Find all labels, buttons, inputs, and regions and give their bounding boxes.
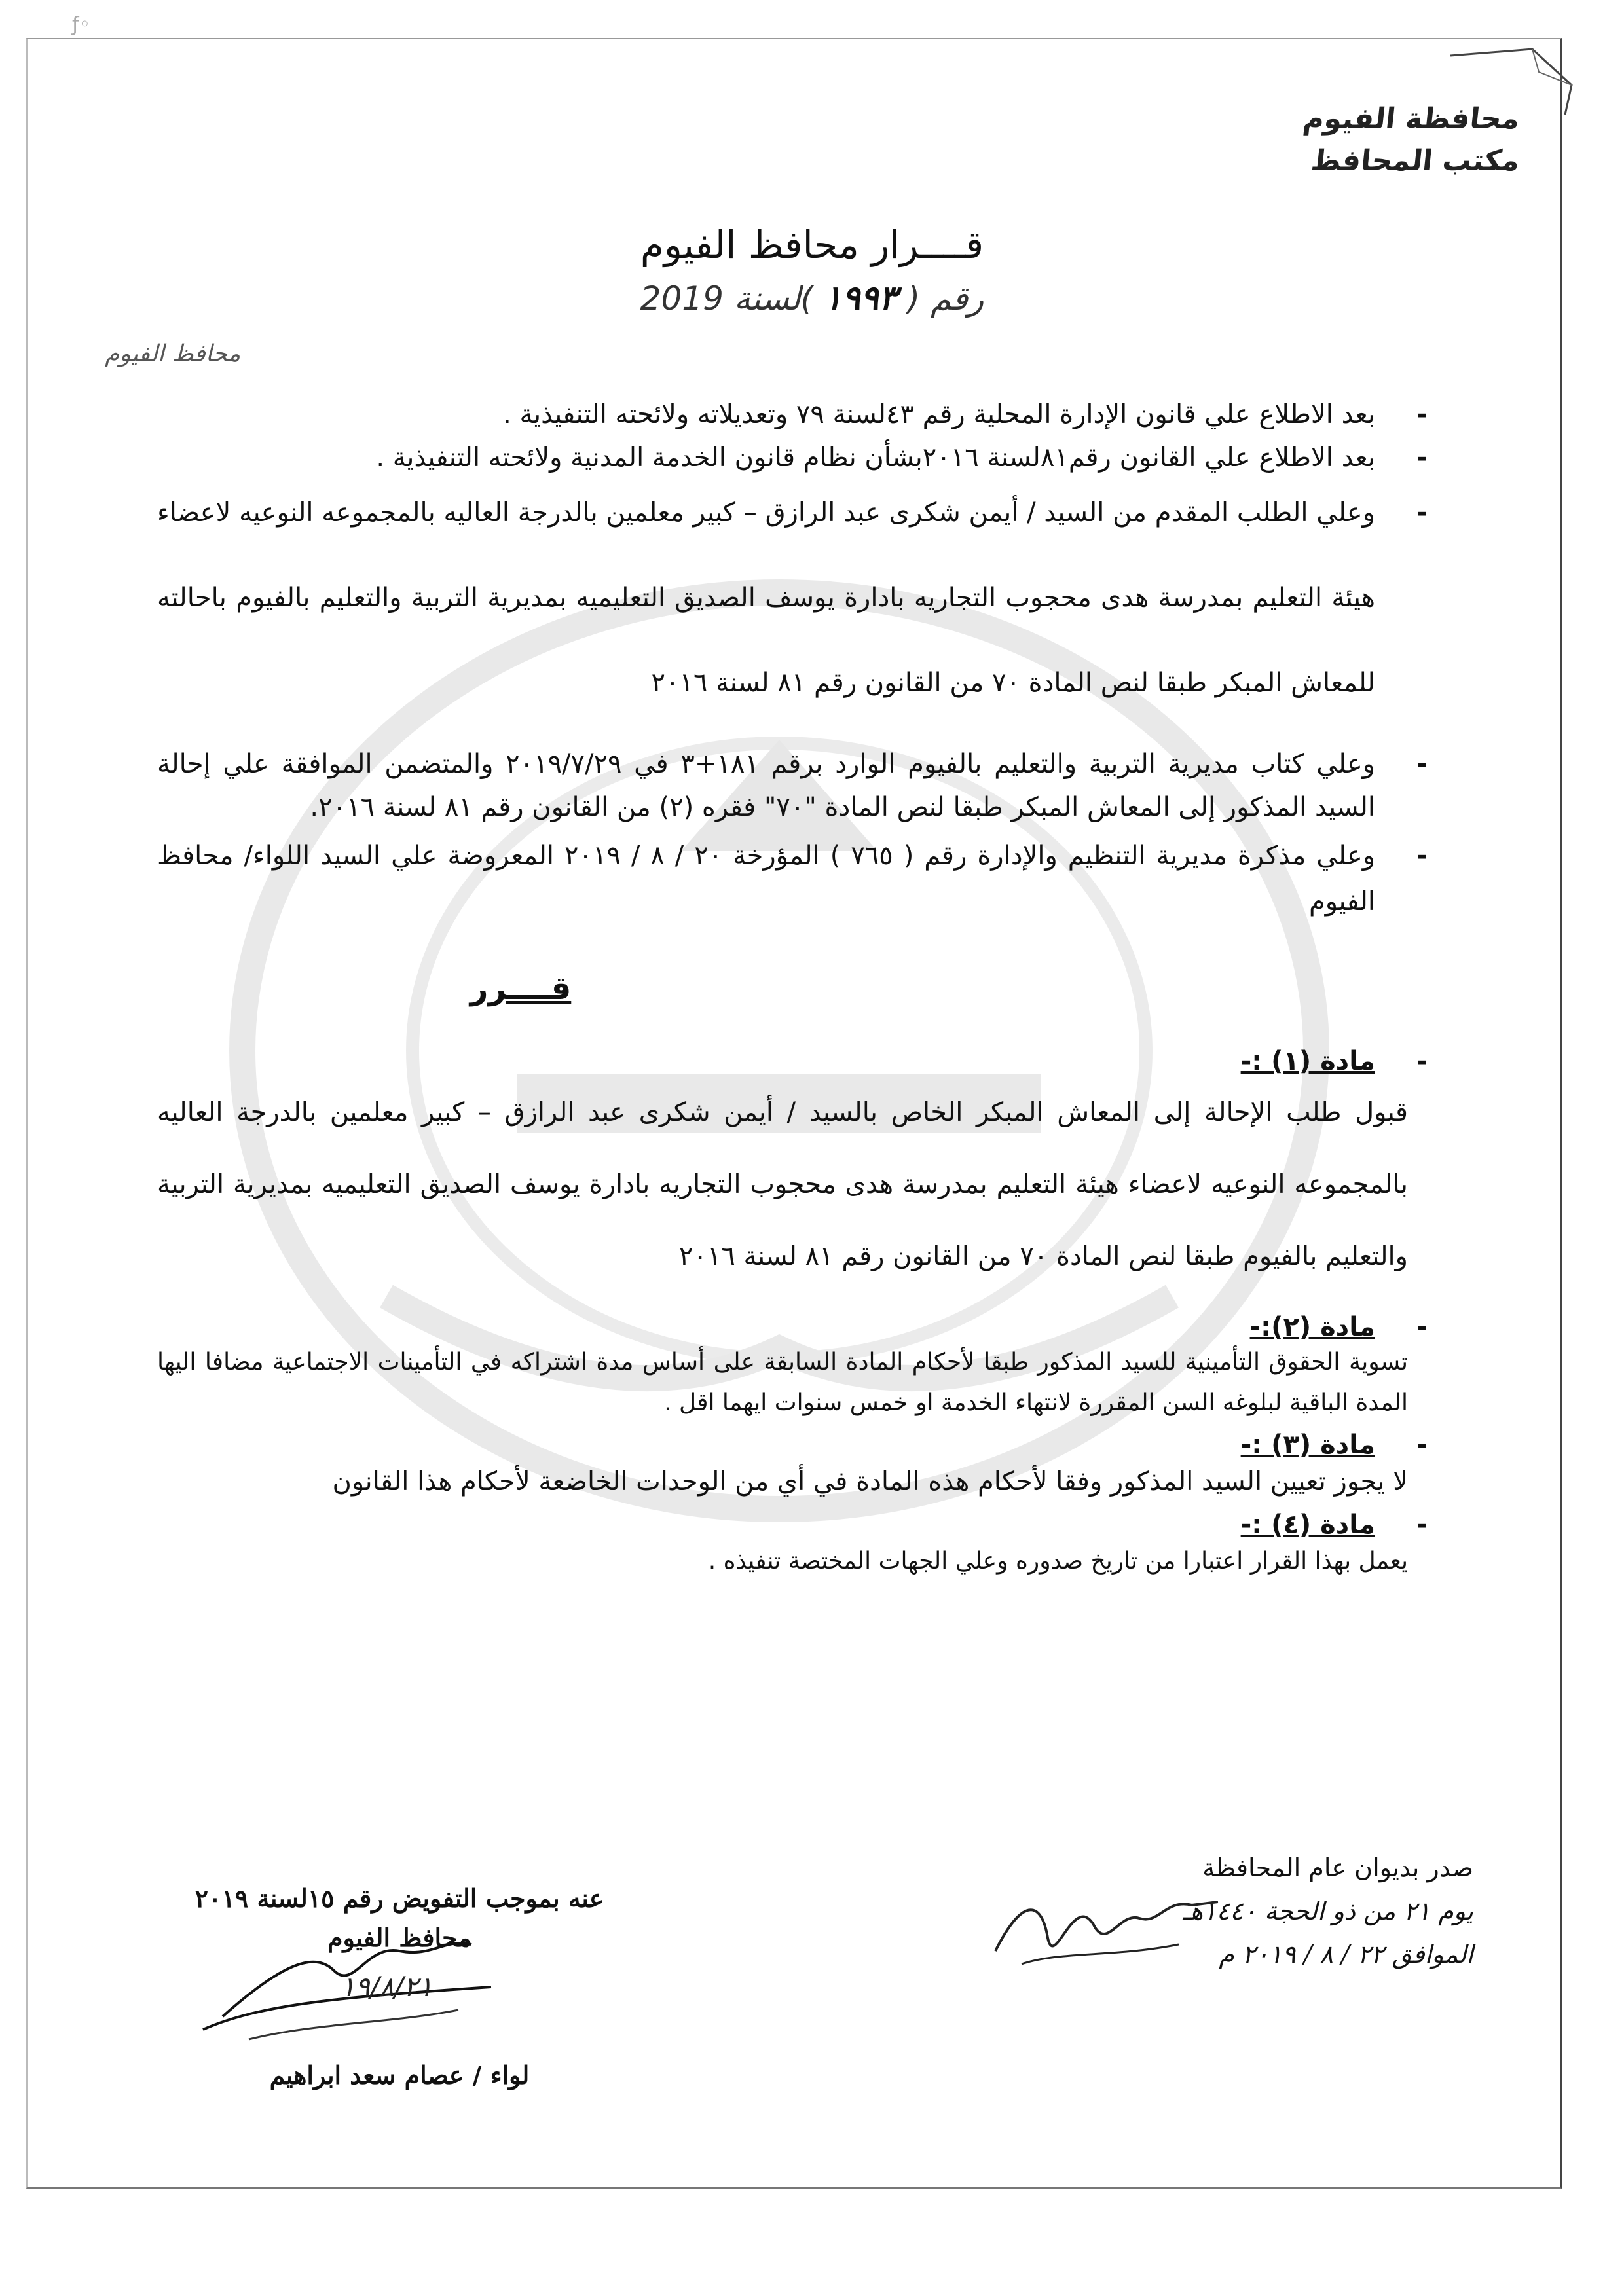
decree-title: قــــرار محافظ الفيوم — [640, 223, 984, 267]
article-3-text: لا يجوز تعيين السيد المذكور وفقا لأحكام هذه المادة في أي من الوحدات الخاضعة لأحكام هذا القانون — [332, 1467, 1408, 1497]
decree-number-line — [0, 278, 1624, 318]
recital-5-block — [157, 833, 1408, 924]
issuance-line-1: صدر بديوان عام المحافظة — [1202, 1853, 1473, 1882]
decree-number-prefix: رقم ( — [907, 280, 984, 318]
issuance-signature — [982, 1872, 1231, 1977]
issuance-line-3: الموافق ٢٢ / ٨ / ٢٠١٩ م — [1219, 1940, 1473, 1969]
recitals — [157, 393, 1408, 479]
recital-2: - بعد الاطلاع علي القانون رقم٨١لسنة ٢٠١٦بشأن نظام قانون الخدمة المدنية ولائحته التنفيذية . — [157, 436, 1408, 479]
article-4-text: يعمل بهذا القرار اعتبارا من تاريخ صدوره وعلي الجهات المختصة تنفيذه . — [708, 1548, 1408, 1575]
article-2 — [157, 1312, 1408, 1423]
article-3-heading: مادة (٣) :- — [1240, 1430, 1375, 1460]
article-2-text: تسوية الحقوق التأمينية للسيد المذكور طبقا لأحكام المادة السابقة على أساس مدة اشتراكه في التأمينات الاجتماعية مضافا اليها المدة الباقية لبلوغه السن المقررة لانتهاء الخدمة او خمس سنوات ايهما اقل . — [157, 1349, 1408, 1416]
scan-edge-marks: ƒ◦ — [72, 13, 91, 36]
decree-number: ١٩٩٣ — [823, 278, 897, 318]
recital-4-block — [157, 742, 1408, 829]
delegation-line-1: عنه بموجب التفويض رقم ١٥لسنة ٢٠١٩ — [194, 1884, 604, 1913]
article-4 — [157, 1510, 1408, 1583]
article-2-heading: مادة (٢):- — [1249, 1312, 1375, 1342]
article-1 — [157, 1046, 1408, 1292]
decree-number-suffix: )لسنة 2019 — [640, 280, 814, 318]
recital-1: - بعد الاطلاع علي قانون الإدارة المحلية رقم ٤٣لسنة ٧٩ وتعديلاته ولائحته التنفيذية . — [157, 393, 1408, 436]
article-4-heading: مادة (٤) :- — [1240, 1510, 1375, 1540]
recital-3-block — [157, 470, 1408, 725]
article-3 — [157, 1430, 1408, 1503]
recital-5: - وعلي مذكرة مديرية التنظيم والإدارة رقم ( ٧٦٥ ) المؤرخة ٢٠ / ٨ / ٢٠١٩ المعروضة علي السيد اللواء/ محافظ الفيوم — [157, 833, 1408, 924]
delegation-line-2: محافظ الفيوم — [327, 1923, 471, 1952]
article-1-text: قبول طلب الإحالة إلى المعاش المبكر الخاص بالسيد / أيمن شكرى عبد الرازق – كبير معلمين بالدرجة العاليه بالمجموعه النوعيه لاعضاء هيئة التعليم بمدرسة هدى محجوب التجاريه بادارة يوسف الصديق التعليميه بمديرية التربية والتعليم بالفيوم طبقا لنص المادة ٧٠ من القانون رقم ٨١ لسنة ٢٠١٦ — [157, 1097, 1408, 1271]
governorate-name: محافظة الفيوم — [1301, 102, 1521, 136]
governor-office-name: مكتب المحافظ — [1309, 144, 1521, 177]
issuance-line-2: يوم ٢١ من ذو الحجة ١٤٤٠هـ — [1183, 1897, 1473, 1925]
recital-4: - وعلي كتاب مديرية التربية والتعليم بالفيوم الوارد برقم ١٨١+٣ في ٢٠١٩/٧/٢٩ والمتضمن الموافقة علي إحالة السيد المذكور إلى المعاش المبكر طبقا لنص المادة "٧٠" فقره (٢) من القانون رقم ٨١ لسنة ٢٠١٦. — [157, 742, 1408, 829]
decree-body — [157, 393, 1408, 1583]
article-1-heading: مادة (١) :- — [1240, 1046, 1375, 1076]
decided-heading: قــــرر — [470, 970, 572, 1007]
delegation-signer: لواء / عصام سعد ابراهيم — [269, 2060, 530, 2090]
office-header — [1303, 98, 1519, 182]
governor-note: محافظ الفيوم — [105, 340, 241, 367]
delegation-date: ١٩/٨/٢١ — [341, 1971, 434, 2003]
recital-3: - وعلي الطلب المقدم من السيد / أيمن شكرى عبد الرازق – كبير معلمين بالدرجة العاليه بالمجموعه النوعيه لاعضاء هيئة التعليم بمدرسة هدى محجوب التجاريه بادارة يوسف الصديق التعليميه بمديرية التربية والتعليم بالفيوم باحالته للمعاش المبكر طبقا لنص المادة ٧٠ من القانون رقم ٨١ لسنة ٢٠١٦ — [157, 470, 1408, 725]
